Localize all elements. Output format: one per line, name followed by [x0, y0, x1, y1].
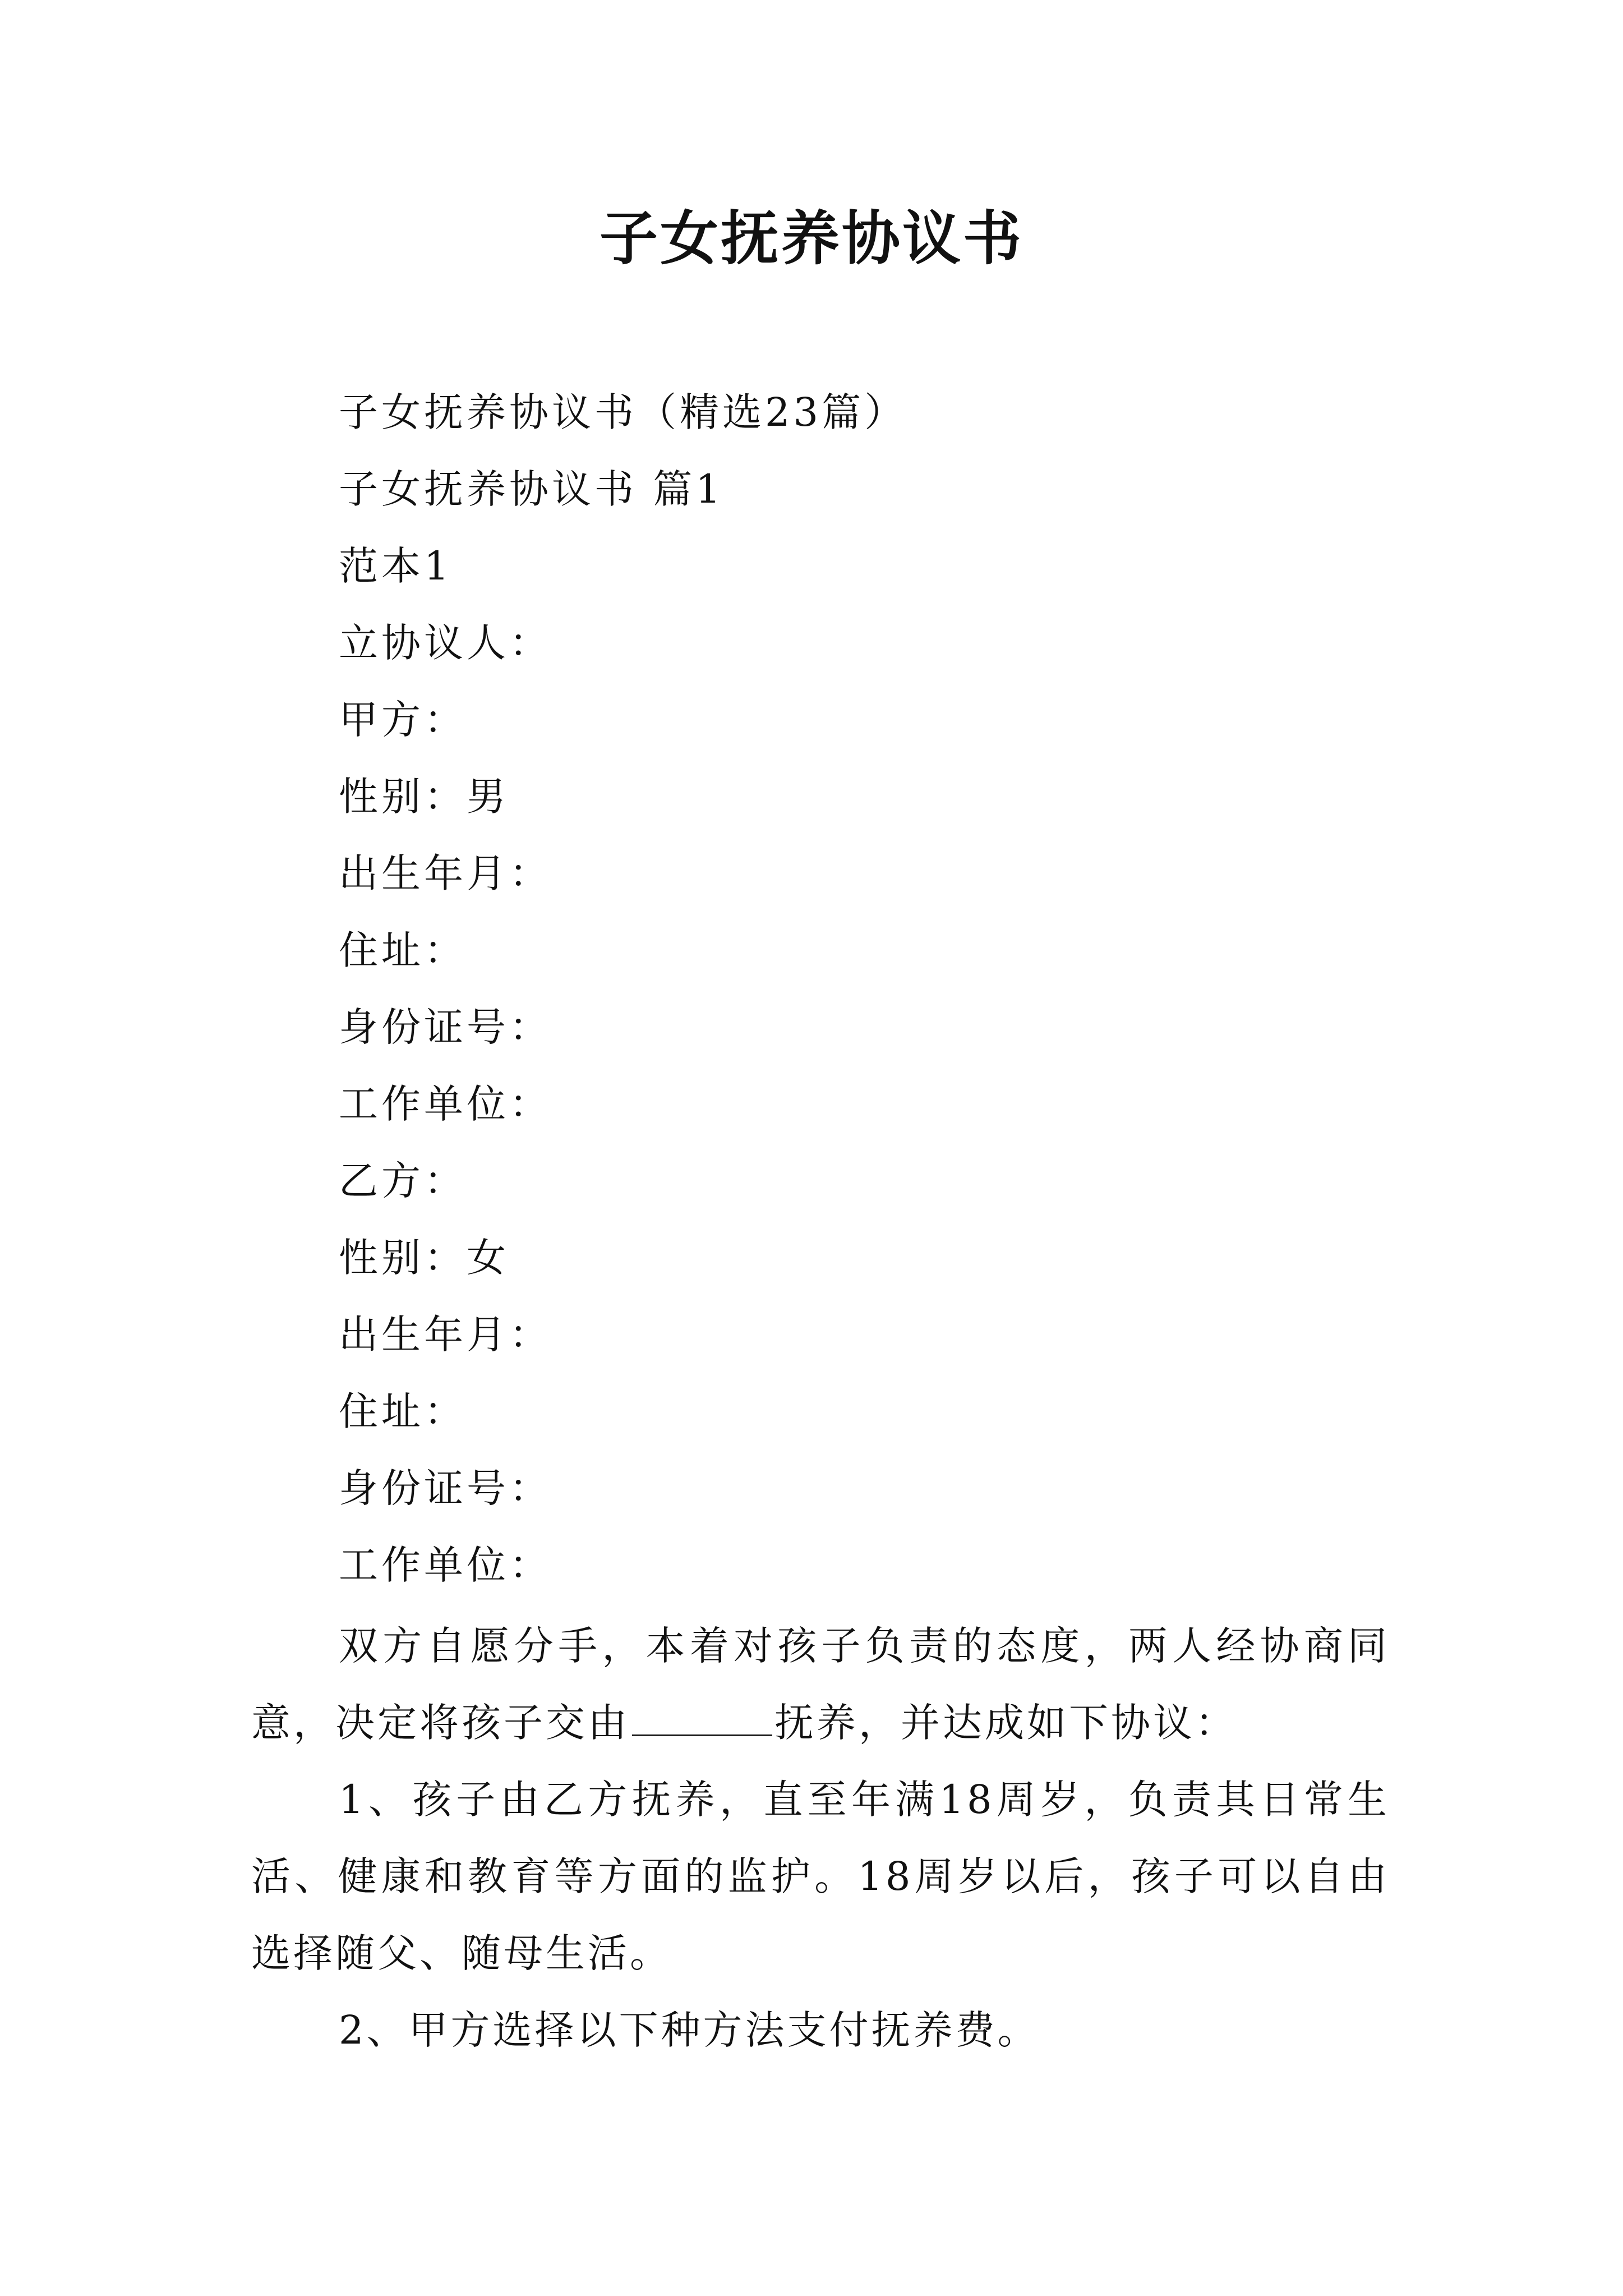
party-a-birth: 出生年月：: [339, 850, 552, 896]
document-title: 子女抚养协议书: [599, 204, 1023, 273]
clause-2: 2、甲方选择以下种方法支付抚养费。: [339, 2007, 1040, 2053]
custodian-blank: [632, 1702, 772, 1736]
party-b-address: 住址：: [339, 1388, 467, 1434]
party-a-address: 住址：: [339, 927, 467, 973]
clause-1: 1、孩子由乙方抚养，直至年满18周岁，负责其日常生活、健康和教育等方面的监护。18周岁以后，孩子可以自由选择随父、随母生活。: [251, 1777, 1390, 1976]
party-a-label: 甲方：: [339, 697, 467, 743]
intro-paragraph: [251, 1608, 1390, 1761]
party-a-employer: 工作单位：: [339, 1081, 552, 1127]
intro-text: 双方自愿分手，本着对孩子负责的态度，两人经协商同意，决定将孩子交由: [251, 1623, 1390, 1746]
party-b-id-number: 身份证号：: [339, 1465, 552, 1511]
party-a-id-number: 身份证号：: [339, 1004, 552, 1050]
document-subtitle: 子女抚养协议书（精选23篇）: [339, 389, 907, 435]
parties-label: 立协议人：: [339, 620, 552, 666]
party-a-gender: 性别：男: [339, 774, 509, 820]
party-b-birth: 出生年月：: [339, 1312, 552, 1358]
intro-text-end: 抚养，并达成如下协议：: [774, 1700, 1237, 1746]
template-label: 范本1: [339, 543, 453, 589]
section-heading: 子女抚养协议书 篇1: [339, 466, 724, 512]
party-b-employer: 工作单位：: [339, 1542, 552, 1588]
party-b-label: 乙方：: [339, 1158, 467, 1204]
party-b-gender: 性别：女: [339, 1235, 509, 1281]
